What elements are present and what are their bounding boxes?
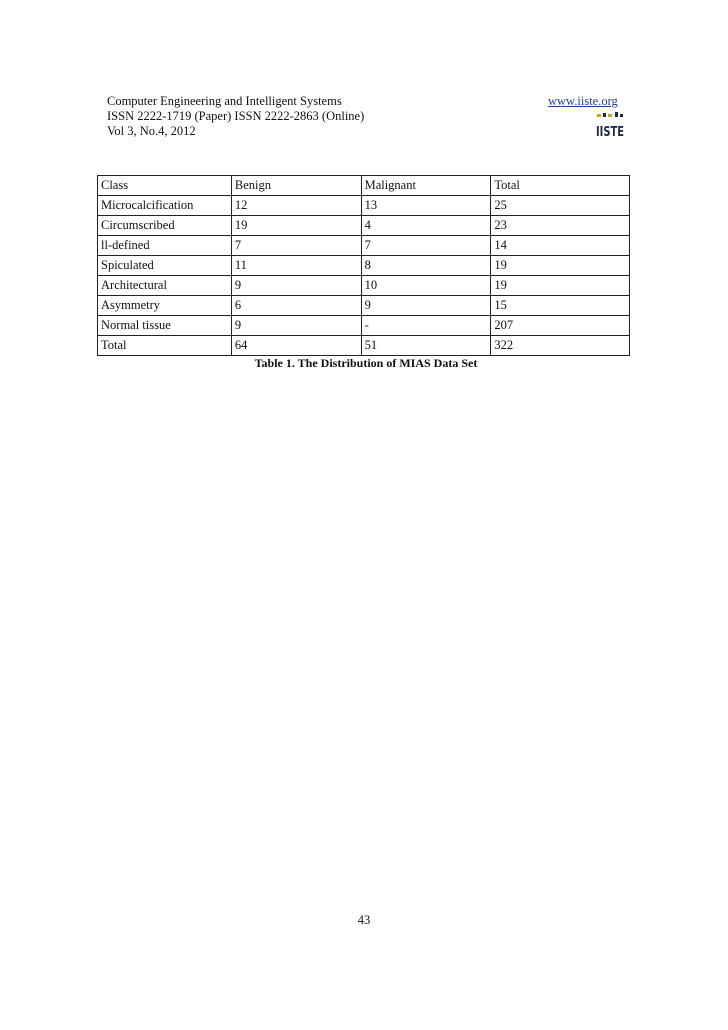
table-cell: 9 — [231, 276, 361, 296]
table-cell: 207 — [491, 316, 630, 336]
table-cell: Normal tissue — [98, 316, 232, 336]
mias-distribution-table — [97, 175, 630, 356]
table-cell: 25 — [491, 196, 630, 216]
table-cell: 15 — [491, 296, 630, 316]
table-cell: 51 — [361, 336, 491, 356]
iiste-logo-icon — [596, 112, 624, 138]
table-cell: Total — [98, 336, 232, 356]
table-cell: 9 — [361, 296, 491, 316]
column-header: Class — [98, 176, 232, 196]
table-cell: 12 — [231, 196, 361, 216]
table-row — [98, 316, 630, 336]
table-header-row — [98, 176, 630, 196]
column-header: Total — [491, 176, 630, 196]
table-cell: - — [361, 316, 491, 336]
iiste-logo — [596, 112, 624, 138]
table-cell: 4 — [361, 216, 491, 236]
table-cell: 9 — [231, 316, 361, 336]
journal-title: Computer Engineering and Intelligent Systems — [107, 94, 342, 108]
page-number: 43 — [357, 913, 371, 927]
table-cell: 7 — [361, 236, 491, 256]
table-cell: Asymmetry — [98, 296, 232, 316]
table-cell: 11 — [231, 256, 361, 276]
issn-line: ISSN 2222-1719 (Paper) ISSN 2222-2863 (Online) — [107, 109, 365, 123]
logo-text: IISTE — [596, 125, 624, 140]
table-cell: 14 — [491, 236, 630, 256]
table-row — [98, 256, 630, 276]
table-caption-text: Table 1. The Distribution of MIAS Data Set — [254, 356, 478, 370]
table-cell: ll-defined — [98, 236, 232, 256]
table-cell: 7 — [231, 236, 361, 256]
table-cell: 19 — [231, 216, 361, 236]
column-header: Malignant — [361, 176, 491, 196]
table-cell: 19 — [491, 276, 630, 296]
table-caption — [0, 356, 728, 371]
table-total-row — [98, 336, 630, 356]
table-cell: Circumscribed — [98, 216, 232, 236]
table-cell: 19 — [491, 256, 630, 276]
table-cell: 322 — [491, 336, 630, 356]
journal-header — [107, 94, 364, 139]
table-cell: 10 — [361, 276, 491, 296]
table-row — [98, 276, 630, 296]
table-row — [98, 196, 630, 216]
table-cell: 13 — [361, 196, 491, 216]
table-row — [98, 236, 630, 256]
volume-line: Vol 3, No.4, 2012 — [107, 124, 196, 138]
column-header: Benign — [231, 176, 361, 196]
table-cell: 8 — [361, 256, 491, 276]
table-cell: 6 — [231, 296, 361, 316]
table-cell: Architectural — [98, 276, 232, 296]
table-row — [98, 296, 630, 316]
table-cell: Spiculated — [98, 256, 232, 276]
website-link[interactable]: www.iiste.org — [548, 94, 618, 108]
table-cell: 23 — [491, 216, 630, 236]
table-cell: Microcalcification — [98, 196, 232, 216]
table-cell: 64 — [231, 336, 361, 356]
table-row — [98, 216, 630, 236]
